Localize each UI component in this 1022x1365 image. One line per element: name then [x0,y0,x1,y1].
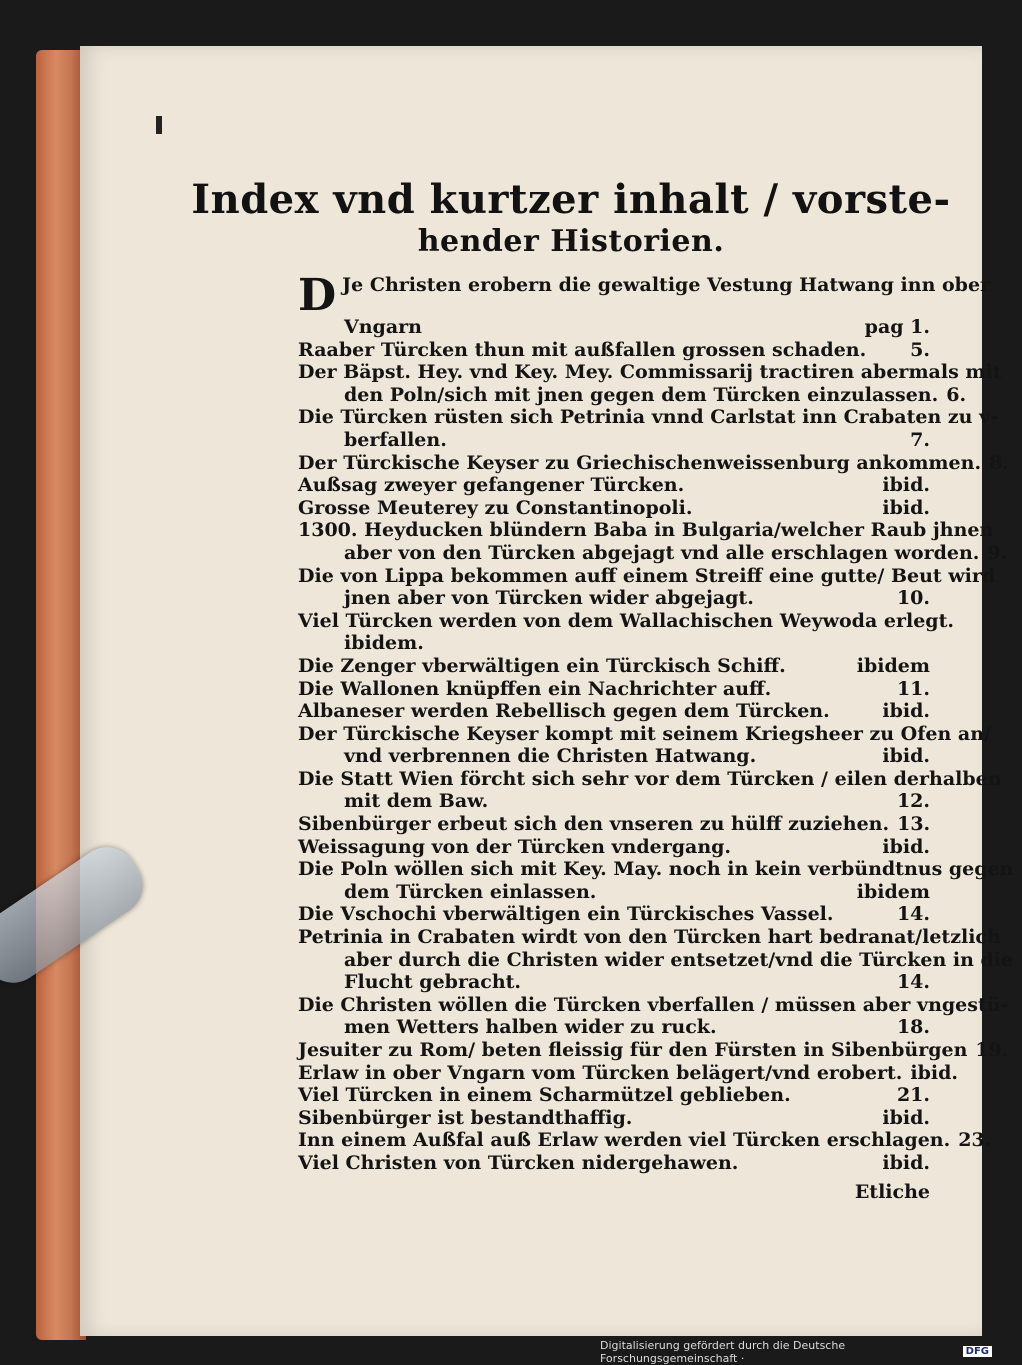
index-entry-page: 19. [975,1039,1009,1061]
index-entry-text: Die Vschochi vberwältigen ein Türckisches Vassel. [298,903,834,926]
index-entry-text: berfallen. [344,428,447,451]
index-entry [298,474,930,497]
index-entry-text: Grosse Meuterey zu Constantinopoli. [298,496,693,519]
index-entry-text: Petrinia in Crabaten wirdt von den Türcken hart bedranat/letzlich [298,926,1001,949]
drop-cap: D [298,270,337,321]
index-entry [298,587,930,610]
index-entry-text: jnen aber von Türcken wider abgejagt. [344,587,754,610]
index-entry-text: den Poln/sich mit jnen gegen dem Türcken einzulassen. [344,383,939,406]
index-entry-text: vnd verbrennen die Christen Hatwang. [344,745,757,768]
index-entry-page: pag 1. [864,316,930,338]
index-entry-text: Albaneser werden Rebellisch gegen dem Türcken. [298,700,830,723]
index-entry-text-body: Je Christen erobern die gewaltige Vestung Hatwang inn ober [342,274,991,296]
index-entry-text: ibidem. [344,632,424,655]
index-entry-page: ibid. [882,700,930,723]
index-entry-text: Raaber Türcken thun mit außfallen grossen schaden. [298,338,867,361]
index-entry [298,1016,930,1039]
index-entry-page: ibid. [882,474,930,497]
index-entry [298,813,930,836]
catchword: Etliche [854,1180,930,1203]
index-entry-page: ibidem [856,654,930,677]
index-entry-page: ibid. [882,745,930,768]
index-entry [298,361,1002,384]
book-page [80,46,1014,1336]
page-mark [156,116,162,134]
index-entry-page: ibid. [882,835,930,858]
index-entry-text: aber durch die Christen wider entsetzet/vnd die Türcken in die [344,948,1014,971]
index-entry-page: 21. [896,1084,930,1107]
index-entry-text: Viel Türcken in einem Scharmützel geblieben. [298,1084,791,1107]
index-entry-page: 5. [910,338,930,361]
index-entry-text: dem Türcken einlassen. [344,880,597,903]
index-entry-text: Jesuiter zu Rom/ beten fleissig für den Fürsten in Sibenbürgen [298,1039,968,1061]
index-entry-text: Der Bäpst. Hey. vnd Key. Mey. Commissarij tractiren abermals mit [298,361,1002,384]
index-entry-page: 9. [987,541,1008,564]
dfg-logo: DFG [963,1346,992,1357]
index-entry [298,564,996,588]
index-entry-text: Außsag zweyer gefangener Türcken. [298,474,685,497]
index-entry-text: Die Statt Wien förcht sich sehr vor dem Türcken / eilen derhalben [298,767,1002,790]
index-entry [298,836,930,859]
index-entry [298,1039,1009,1062]
index-entry-text: Sibenbürger ist bestandthaffig. [298,1106,633,1129]
index-entry [298,678,930,701]
index-entry [298,429,930,452]
index-entry [298,767,1002,791]
index-list [298,270,1014,1203]
index-entry-text: Inn einem Außfal auß Erlaw werden viel Türcken erschlagen. [298,1129,951,1152]
index-entry-page: 6. [946,383,967,406]
index-entry-text: Viel Türcken werden von dem Wallachischen Weywoda erlegt. [298,609,954,632]
index-entry-page: ibid. [910,1061,959,1084]
index-entry-text: men Wetters halben wider zu ruck. [344,1016,717,1039]
index-entry-text: Viel Christen von Türcken nidergehawen. [298,1151,739,1174]
index-entry-text: Erlaw in ober Vngarn vom Türcken belägert/vnd erobert. [298,1061,903,1084]
index-entry-text: Die von Lippa bekommen auff einem Streiff eine gutte/ Beut wird [298,564,996,587]
index-title: Index vnd kurtzer inhalt / vorste- [191,176,951,223]
index-entry-page: 13. [897,813,931,836]
index-entry [298,339,930,362]
book-edge [36,50,86,1340]
index-entry-page: 11. [896,677,930,700]
index-entry-page: 12. [896,790,930,813]
index-entry-page: ibid. [882,1106,930,1129]
index-entry [298,541,1008,565]
index-entry-text: mit dem Baw. [344,790,489,813]
index-entry [298,926,1001,949]
index-entry [298,383,967,407]
index-entry-page: 14. [896,971,930,994]
index-entry-text: Flucht gebracht. [344,971,522,994]
index-entry [298,451,1009,475]
index-entry-text: 1300. Heyducken blündern Baba in Bulgaria/welcher Raub jhnen [298,519,994,542]
index-entry [298,971,930,994]
index-entry-page: ibid. [882,496,930,519]
footer-credit-text: Digitalisierung gefördert durch die Deutsche Forschungsgemeinschaft · [600,1338,846,1365]
index-entry [298,655,930,678]
index-entry [298,519,994,542]
index-entry-page: 18. [896,1016,930,1039]
index-entry [298,858,1014,881]
index-entry [298,881,930,904]
index-entry [298,1107,930,1130]
index-entry-text: Die Türcken rüsten sich Petrinia vnnd Carlstat inn Crabaten zu v- [298,406,999,429]
index-entry-text: Die Christen wöllen die Türcken vberfallen / müssen aber vngestü- [298,993,1009,1016]
index-entry-page: 14. [896,903,930,926]
index-entry [298,1129,992,1152]
index-entry-page: 23. [958,1129,992,1152]
index-entry-text: Sibenbürger erbeut sich den vnseren zu hülff zuziehen. [298,813,890,836]
index-entry [298,700,930,723]
index-entry-text: Der Türckische Keyser zu Griechischenweissenburg ankommen. [298,451,982,474]
index-subtitle: hender Historien. [417,224,725,259]
index-entry [298,632,930,655]
index-entry-text: Vngarn [344,316,422,338]
index-entry-text: aber von den Türcken abgejagt vnd alle erschlagen worden. [344,541,980,564]
footer-credit-bar [600,1338,1000,1365]
index-entry-text: Der Türckische Keyser kompt mit seinem Kriegsheer zu Ofen an/ [298,722,991,745]
index-entry [298,609,954,633]
index-entry-page: ibid. [882,1151,930,1174]
index-entry-text: Die Poln wöllen sich mit Key. May. noch in kein verbündtnus gegen [298,858,1014,881]
index-entry [298,316,930,339]
index-entry-page: 10. [896,587,930,610]
index-entry [298,948,1014,972]
index-entry [298,993,1009,1017]
index-entry [298,745,930,768]
index-entry-page: 8. [989,451,1009,474]
index-entry [298,790,930,813]
index-entry [298,497,930,520]
index-entry [298,1084,930,1107]
index-entry-text [298,270,991,321]
index-entry-text: Die Wallonen knüpffen ein Nachrichter auff. [298,677,772,700]
index-entry [298,406,999,429]
index-entry [298,1152,930,1175]
index-entry [298,903,930,926]
index-entry [298,1061,959,1085]
index-entry [298,722,991,746]
index-entry [298,270,991,321]
index-entry-page: 7. [910,428,930,451]
index-entry-text: Weissagung von der Türcken vndergang. [298,835,732,858]
index-entry-page: ibidem [856,880,930,903]
index-entry-text: Die Zenger vberwältigen ein Türckisch Schiff. [298,654,786,677]
